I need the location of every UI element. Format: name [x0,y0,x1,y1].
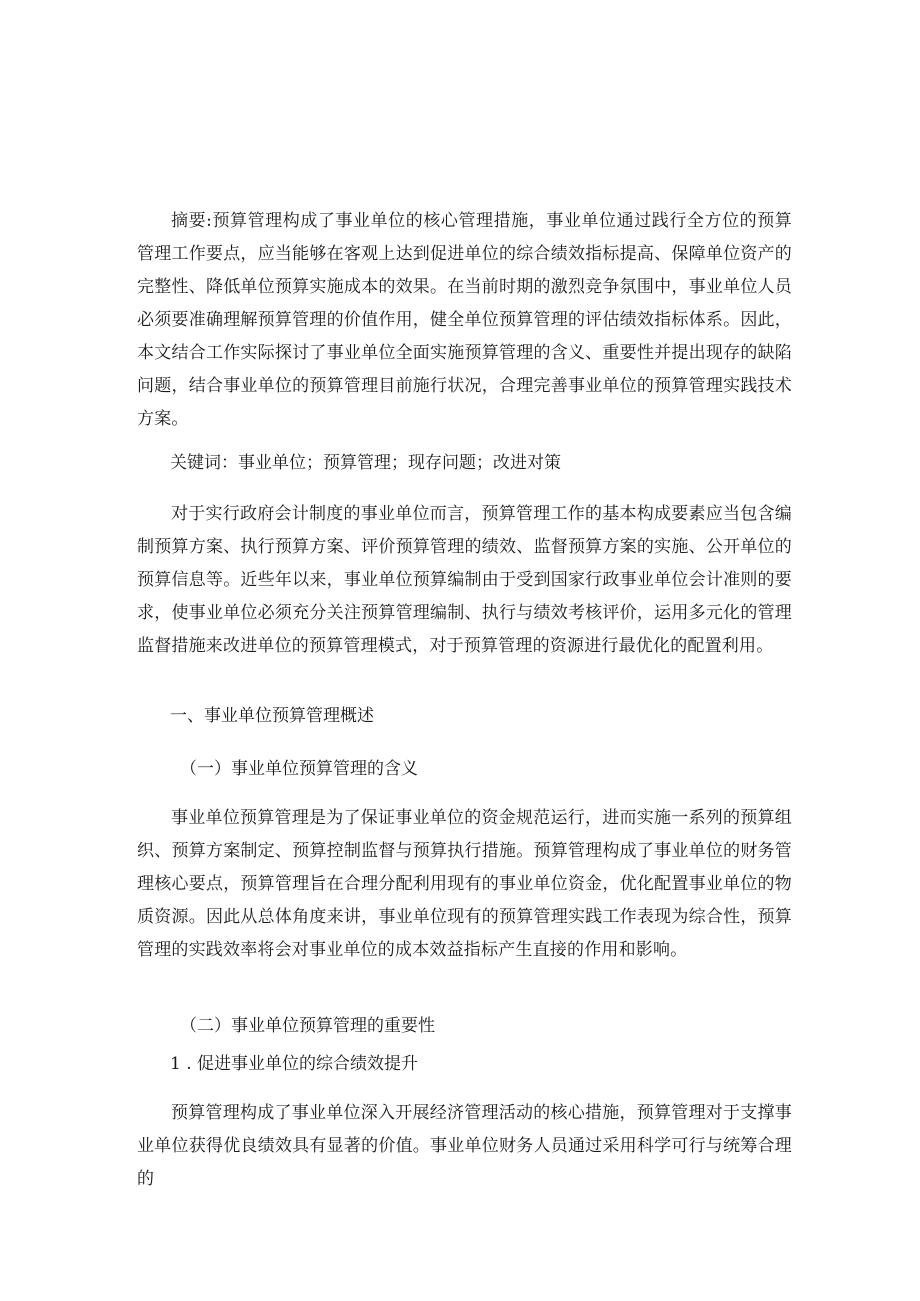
point-heading-1: 1 . 促进事业单位的综合绩效提升 [170,1054,419,1074]
section-heading-1: 一、事业单位预算管理概述 [170,706,374,726]
performance-paragraph: 预算管理构成了事业单位深入开展经济管理活动的核心措施，预算管理对于支撑事业单位获得优良绩效具有显著的价值。事业单位财务人员通过采用科学可行与统筹合理的 [137,1103,792,1189]
keywords-line: 关键词：事业单位；预算管理；现存问题；改进对策 [170,453,561,473]
abstract-label: 摘要: [171,211,213,231]
subsection-heading-1-1: （一）事业单位预算管理的含义 [180,759,418,779]
subsection-heading-1-2: （二）事业单位预算管理的重要性 [180,1016,435,1036]
abstract-text: 预算管理构成了事业单位的核心管理措施，事业单位通过践行全方位的预算管理工作要点，应当能够在客观上达到促进单位的综合绩效指标提高、保障单位资产的完整性、降低单位预算实施成本的效果。在当前时期的激烈竞争氛围中，事业单位人员必须要准确理解预算管理的价值作用，健全单位预算管理的评估绩效指标体系。因此，本文结合工作实际探讨了事业单位全面实施预算管理的含义、重要性并提出现存的缺陷问题，结合事业单位的预算管理目前施行状况，合理完善事业单位的预算管理实践技术方案。 [137,211,792,429]
intro-paragraph: 对于实行政府会计制度的事业单位而言，预算管理工作的基本构成要素应当包含编制预算方案、执行预算方案、评价预算管理的绩效、监督预算方案的实施、公开单位的预算信息等。近些年以来，事业单位预算编制由于受到国家行政事业单位会计准则的要求，使事业单位必须充分关注预算管理编制、执行与绩效考核评价，运用多元化的管理监督措施来改进单位的预算管理模式，对于预算管理的资源进行最优化的配置利用。 [137,504,792,656]
abstract-paragraph [137,205,792,436]
meaning-paragraph: 事业单位预算管理是为了保证事业单位的资金规范运行，进而实施一系列的预算组织、预算方案制定、预算控制监督与预算执行措施。预算管理构成了事业单位的财务管理核心要点，预算管理旨在合理分配利用现有的事业单位资金，优化配置事业单位的物质资源。因此从总体角度来讲，事业单位现有的预算管理实践工作表现为综合性，预算管理的实践效率将会对事业单位的成本效益指标产生直接的作用和影响。 [137,808,792,960]
